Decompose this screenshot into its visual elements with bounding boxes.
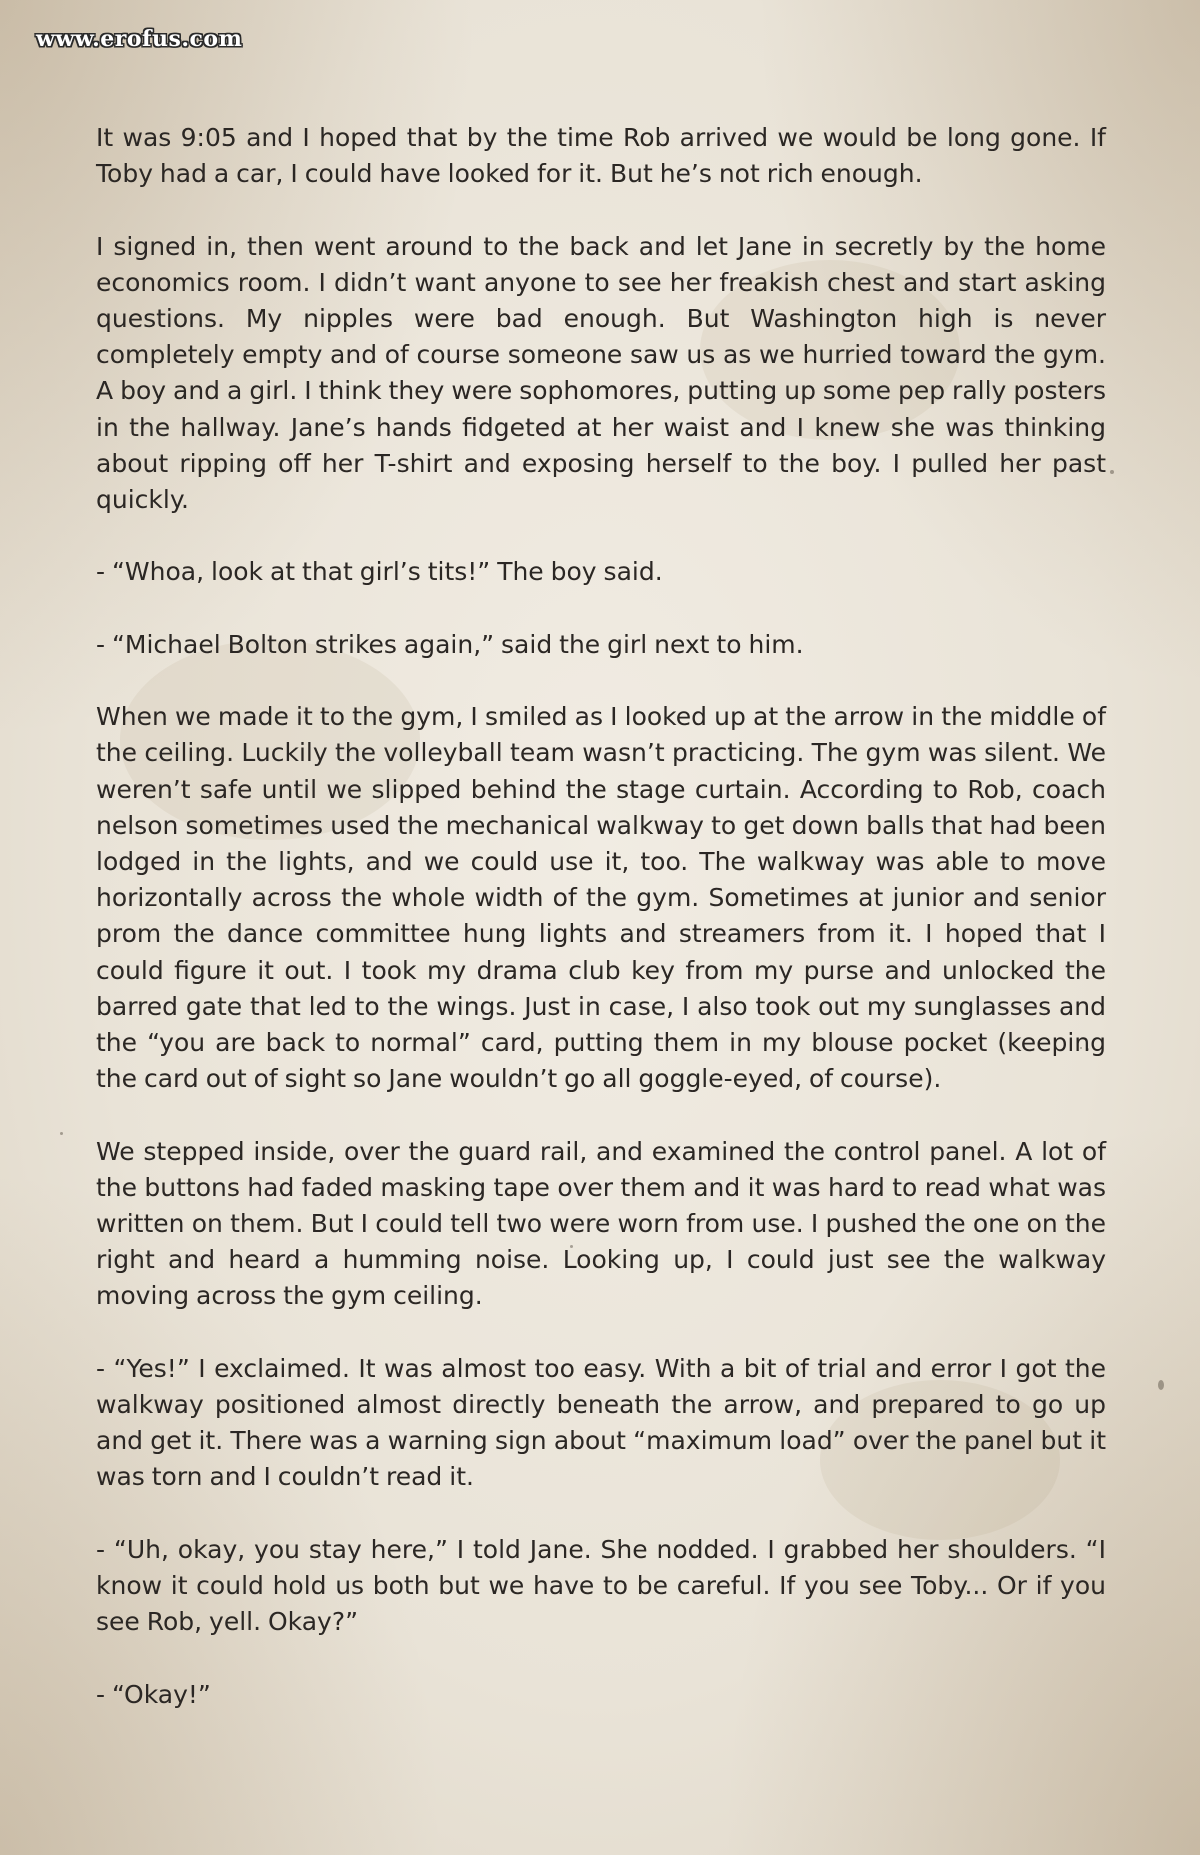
paper-speck <box>1110 470 1114 474</box>
paragraph-7-dialogue: - “Yes!” I exclaimed. It was almost too easy. With a bit of trial and error I got the walkway positioned almost directly beneath the arrow, and prepared to go up and get it. There was a warning sign about “maximum load” over the panel but it was torn and I couldn’t read it. <box>96 1353 1106 1492</box>
paragraph-8-dialogue: - “Uh, okay, you stay here,” I told Jane. She nodded. I grabbed her shoulders. “I know it could hold us both but we have to be careful. If you see Toby... Or if you see Rob, yell. Okay?” <box>96 1534 1106 1637</box>
paragraph-1: It was 9:05 and I hoped that by the time Rob arrived we would be long gone. If Toby had a car, I could have looked for it. But he’s not rich enough. <box>96 123 1106 189</box>
paragraph-6: We stepped inside, over the guard rail, and examined the control panel. A lot of the buttons had faded masking tape over them and it was hard to read what was written on them. But I could tell two were worn from use. I pushed the one on the right and heard a humming noise. Looking up, I could just see the walkway moving across the gym ceiling. <box>96 1136 1106 1311</box>
paragraph-5: When we made it to the gym, I smiled as I looked up at the arrow in the middle of the ceiling. Luckily the volleyball team wasn’t practicing. The gym was silent. We weren’t safe until we slipped behind the stage curtain. According to Rob, coach nelson sometimes used the mechanical walkway to get down balls that had been lodged in the lights, and we could use it, too. The walkway was able to move horizontally across the whole width of the gym. Sometimes at junior and senior prom the dance committee hung lights and streamers from it. I hoped that I could figure it out. I took my drama club key from my purse and unlocked the barred gate that led to the wings. Just in case, I also took out my sunglasses and the “you are back to normal” card, putting them in my blouse pocket (keeping the card out of sight so Jane wouldn’t go all goggle-eyed, of course). <box>96 702 1106 1094</box>
site-watermark: www.erofus.com <box>36 26 243 52</box>
paragraph-9-dialogue: - “Okay!” <box>96 1679 211 1709</box>
paragraph-3-dialogue: - “Whoa, look at that girl’s tits!” The boy said. <box>96 557 663 587</box>
paragraph-2: I signed in, then went around to the back and let Jane in secretly by the home economics room. I didn’t want anyone to see her freakish chest and start asking questions. My nipples were bad enough. But Washington high is never completely empty and of course someone saw us as we hurried toward the gym. A boy and a girl. I think they were sophomores, putting up some pep rally posters in the hallway. Jane’s hands fidgeted at her waist and I knew she was thinking about ripping off her T-shirt and exposing herself to the boy. I pulled her past quickly. <box>96 231 1106 515</box>
paragraph-4-dialogue: - “Michael Bolton strikes again,” said the girl next to him. <box>96 629 804 659</box>
paper-speck <box>1158 1380 1164 1390</box>
story-text <box>96 120 1106 1713</box>
paper-speck <box>60 1132 63 1135</box>
